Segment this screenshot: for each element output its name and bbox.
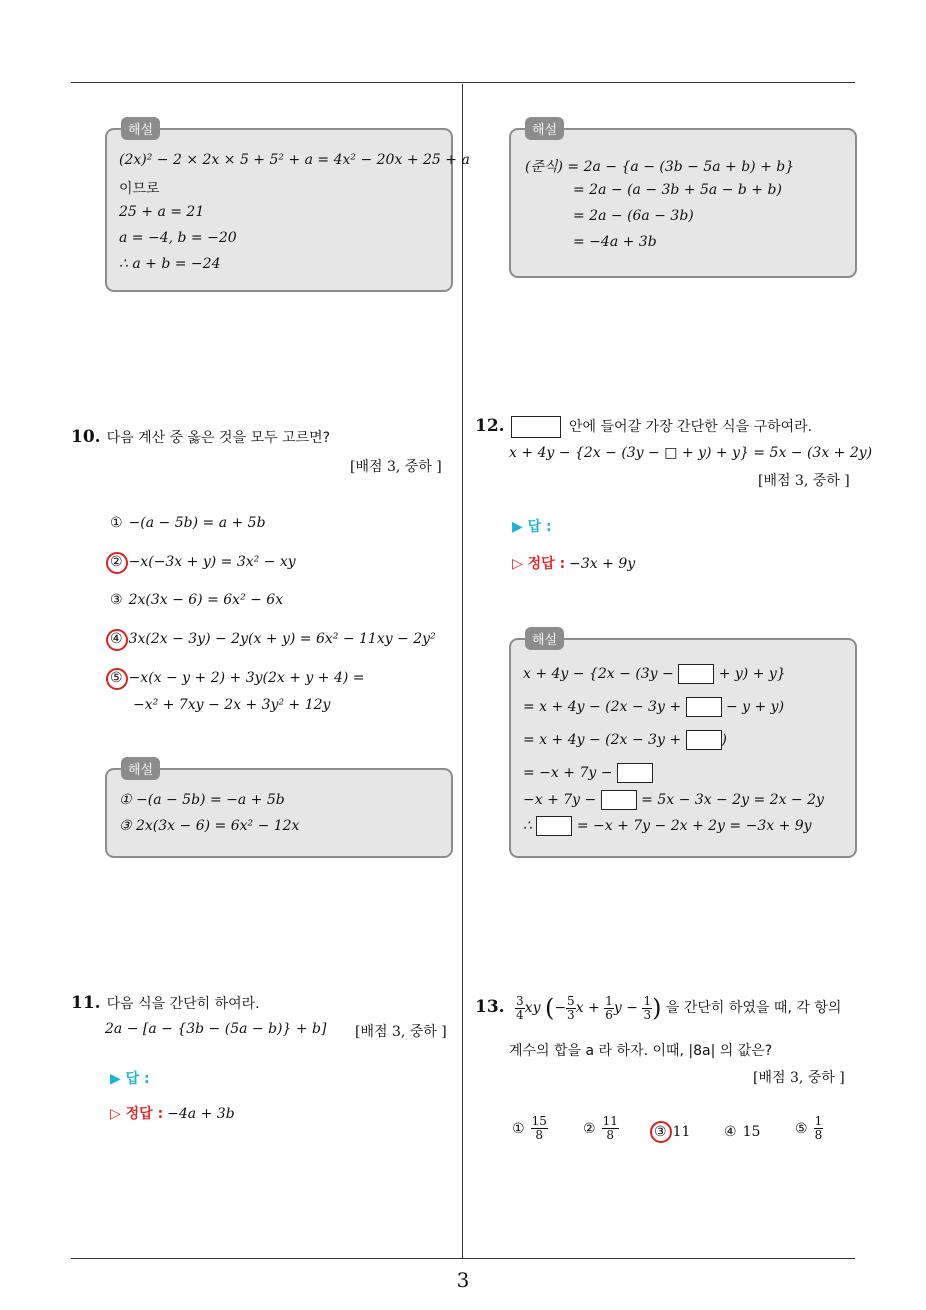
score-label: [배점 3, 중하 ] (350, 459, 442, 475)
option-fraction (531, 1115, 548, 1142)
question-text: 을 간단히 하였을 때, 각 항의 (665, 1000, 842, 1016)
correct-value: −4a + 3b (167, 1106, 235, 1122)
solution-line: = 2a − (6a − 3b) (573, 208, 694, 224)
blank-box (601, 790, 637, 810)
option-3[interactable] (110, 592, 283, 608)
option-numer: 1 (814, 1114, 823, 1128)
solution-line: 이므로 (119, 181, 160, 197)
option-number: ⑤ (110, 670, 123, 686)
question-13: 13. $\frac{3}{4}$ xy (− $\frac{5}{3}$ x + $\frac{1}{6}$ y − $\frac{1}{3}$ ) 을 간단히 하였을 때, 각 항의 (475, 993, 842, 1022)
solution-part: = 5x − 3x − 2y = 2x − 2y (641, 792, 824, 808)
fraction-5-3: $\frac{5}{3}$ (567, 993, 575, 1022)
blank-box (686, 697, 722, 717)
page-number: 3 (456, 1268, 470, 1292)
option-value: 15 (742, 1124, 761, 1140)
option-numer: 15 (531, 1114, 547, 1128)
correct-answer (110, 1103, 235, 1123)
option-number: ④ (724, 1124, 737, 1140)
solution-line (523, 763, 653, 783)
solution-part: = x + 4y − (2x − 3y + (523, 732, 682, 748)
fraction-1-3: $\frac{1}{3}$ (643, 993, 652, 1022)
solution-line: ∴ a + b = −24 (119, 256, 221, 272)
option-number: ③ (110, 592, 123, 608)
solution-line (523, 816, 812, 836)
solution-box-q12 (509, 633, 857, 858)
solution-part: −x + 7y − (523, 792, 597, 808)
solution-part: x + 4y − {2x − (3y − (523, 666, 674, 682)
close-paren: ) (652, 994, 662, 1022)
answer-label: ▶ 답 : (110, 1071, 150, 1087)
solution-line (523, 664, 786, 684)
solution-part: + y) + y} (718, 666, 786, 682)
option-expr: −x(−3x + y) = 3x² − xy (128, 554, 296, 570)
option-1[interactable] (110, 515, 266, 531)
solution-line (523, 697, 784, 717)
question-number: 10. (71, 427, 101, 447)
question-text: 다음 식을 간단히 하여라. (106, 996, 260, 1012)
question-number: 13. (475, 997, 505, 1017)
solution-part: ∴ (523, 818, 532, 834)
blank-box (686, 730, 722, 750)
option-3[interactable] (654, 1124, 690, 1140)
column-divider (462, 84, 463, 1258)
solution-part: = −x + 7y − (523, 765, 613, 781)
solution-line: a = −4, b = −20 (119, 230, 237, 246)
answer-blank (511, 416, 561, 438)
option-number: ② (110, 554, 123, 570)
minus-sign: − (554, 1000, 567, 1016)
solution-box-top-right (509, 123, 857, 278)
solution-line: (준식) = 2a − {a − (3b − 5a + b) + b} (525, 159, 795, 175)
blank-box (678, 664, 714, 684)
option-4[interactable] (110, 631, 436, 647)
option-number: ① (512, 1120, 525, 1137)
correct-answer (512, 553, 635, 573)
blank-box (536, 816, 572, 836)
option-denom: 8 (814, 1128, 823, 1142)
solution-line: 25 + a = 21 (119, 204, 205, 220)
option-number: ⑤ (795, 1120, 808, 1137)
score-label: [배점 3, 중하 ] (355, 1024, 447, 1040)
solution-line: ① −(a − 5b) = −a + 5b (119, 792, 285, 808)
solution-tag: 해설 (525, 627, 564, 650)
fraction-1-6: $\frac{1}{6}$ (605, 993, 613, 1022)
solution-box-q10 (105, 763, 453, 858)
top-rule (71, 82, 855, 83)
question-expr: x + 4y − {2x − (3y − □ + y) + y} = 5x − (3x + 2y) (509, 445, 873, 461)
solution-tag: 해설 (121, 757, 160, 780)
option-4[interactable] (724, 1124, 760, 1140)
option-5[interactable] (795, 1115, 823, 1142)
solution-part: − y + y) (725, 699, 785, 715)
option-number: ④ (110, 631, 123, 647)
var-y: y (613, 1000, 622, 1016)
solution-tag: 해설 (121, 117, 160, 140)
question-text: 안에 들어갈 가장 간단한 식을 구하여라. (569, 419, 813, 435)
question-12 (475, 416, 812, 438)
option-value: 11 (672, 1124, 691, 1140)
blank-box (617, 763, 653, 783)
answer-label: ▶ 답 : (512, 519, 552, 535)
option-number: ② (583, 1120, 596, 1137)
correct-label: ▷ 정답 : (512, 556, 566, 572)
solution-box-top-left (105, 123, 470, 292)
correct-value: −3x + 9y (569, 556, 636, 572)
option-expr: −(a − 5b) = a + 5b (128, 515, 266, 531)
option-number: ① (110, 515, 123, 531)
option-expr: 2x(3x − 6) = 6x² − 6x (128, 592, 284, 608)
solution-line (523, 730, 727, 750)
option-5[interactable] (110, 670, 365, 686)
option-fraction (602, 1115, 619, 1142)
solution-line: (2x)² − 2 × 2x × 5 + 5² + a = 4x² − 20x + 25 + a (119, 152, 470, 168)
correct-label: ▷ 정답 : (110, 1106, 164, 1122)
solution-line: = 2a − (a − 3b + 5a − b + b) (573, 182, 782, 198)
solution-line (523, 790, 824, 810)
option-2[interactable] (583, 1115, 619, 1142)
option-numer: 11 (602, 1114, 618, 1128)
option-5-continued: −x² + 7xy − 2x + 3y² + 12y (133, 697, 331, 713)
question-text: 다음 계산 중 옳은 것을 모두 고르면? (106, 430, 331, 446)
score-label: [배점 3, 중하 ] (753, 1070, 845, 1086)
question-expr: 2a − [a − {3b − (5a − b)} + b] (105, 1021, 327, 1037)
expr-xy: xy (524, 1000, 541, 1016)
question-10 (71, 427, 330, 447)
open-paren: ( (544, 994, 555, 1022)
question-text-2: 계수의 합을 a 라 하자. 이때, |8a| 의 값은? (509, 1043, 773, 1059)
bottom-rule (71, 1258, 855, 1259)
option-expr: −x(x − y + 2) + 3y(2x + y + 4) = (128, 670, 365, 686)
solution-part: = −x + 7y − 2x + 2y = −3x + 9y (576, 818, 812, 834)
score-label: [배점 3, 중하 ] (758, 473, 850, 489)
option-fraction (814, 1115, 824, 1142)
option-denom: 8 (606, 1128, 615, 1142)
option-denom: 8 (535, 1128, 544, 1142)
option-number: ③ (654, 1124, 667, 1140)
fraction-3-4: $\frac{3}{4}$ (516, 993, 524, 1022)
option-1[interactable] (512, 1115, 548, 1142)
solution-part: ) (721, 732, 727, 748)
question-11 (71, 993, 260, 1013)
question-number: 12. (475, 416, 505, 436)
option-2[interactable] (110, 554, 296, 570)
solution-line: = −4a + 3b (573, 234, 657, 250)
solution-part: = x + 4y − (2x − 3y + (523, 699, 682, 715)
solution-line: ③ 2x(3x − 6) = 6x² − 12x (119, 818, 300, 834)
option-expr: 3x(2x − 3y) − 2y(x + y) = 6x² − 11xy − 2y² (128, 631, 436, 647)
var-x: x (575, 1000, 584, 1016)
solution-tag: 해설 (525, 117, 564, 140)
question-number: 11. (71, 993, 101, 1013)
